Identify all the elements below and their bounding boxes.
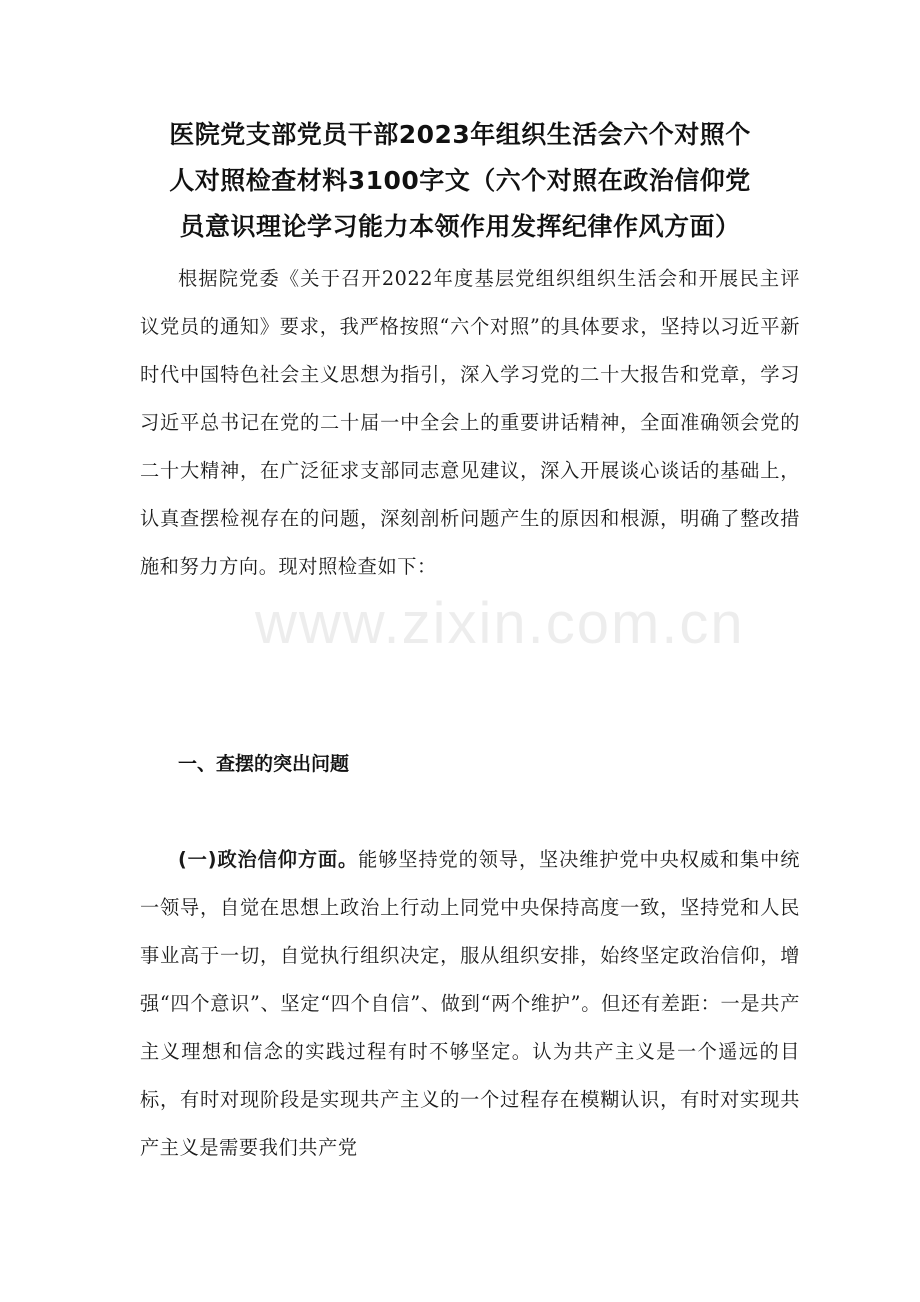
watermark: www.zixin.com.cn (255, 591, 745, 656)
title-line: 人对照检查材料3100字文（六个对照在政治信仰党 (169, 166, 751, 195)
subsection-lead: (一)政治信仰方面。 (178, 848, 359, 871)
document-title (120, 112, 800, 250)
subsection-text: 能够坚持党的领导，坚决维护党中央权威和集中统一领导，自觉在思想上政治上行动上同党中央保持高度一致，坚持党和人民事业高于一切，自觉执行组织决定，服从组织安排，始终坚定政治信仰，增强“四个意识”、坚定“四个自信”、做到“两个维护”。但还有差距：一是共产主义理想和信念的实践过程有时不够坚定。认为共产主义是一个遥远的目标，有时对现阶段是实现共产主义的一个过程存在模糊认识，有时对实现共产主义是需要我们共产党 (140, 848, 801, 1159)
intro-paragraph: 根据院党委《关于召开2022年度基层党组织组织生活会和开展民主评议党员的通知》要求，我严格按照“六个对照”的具体要求，坚持以习近平新时代中国特色社会主义思想为指引，深入学习党的二十大报告和党章，学习习近平总书记在党的二十届一中全会上的重要讲话精神，全面准确领会党的二十大精神，在广泛征求支部同志意见建议，深入开展谈心谈话的基础上，认真查摆检视存在的问题，深刻剖析问题产生的原因和根源，明确了整改措施和努力方向。现对照检查如下： (140, 267, 800, 578)
title-line: 医院党支部党员干部2023年组织生活会六个对照个 (169, 120, 751, 149)
section-heading: 一、查摆的突出问题 (178, 753, 350, 775)
subsection-paragraph (140, 836, 800, 1172)
title-line: 员意识理论学习能力本领作用发挥纪律作风方面） (179, 212, 741, 241)
